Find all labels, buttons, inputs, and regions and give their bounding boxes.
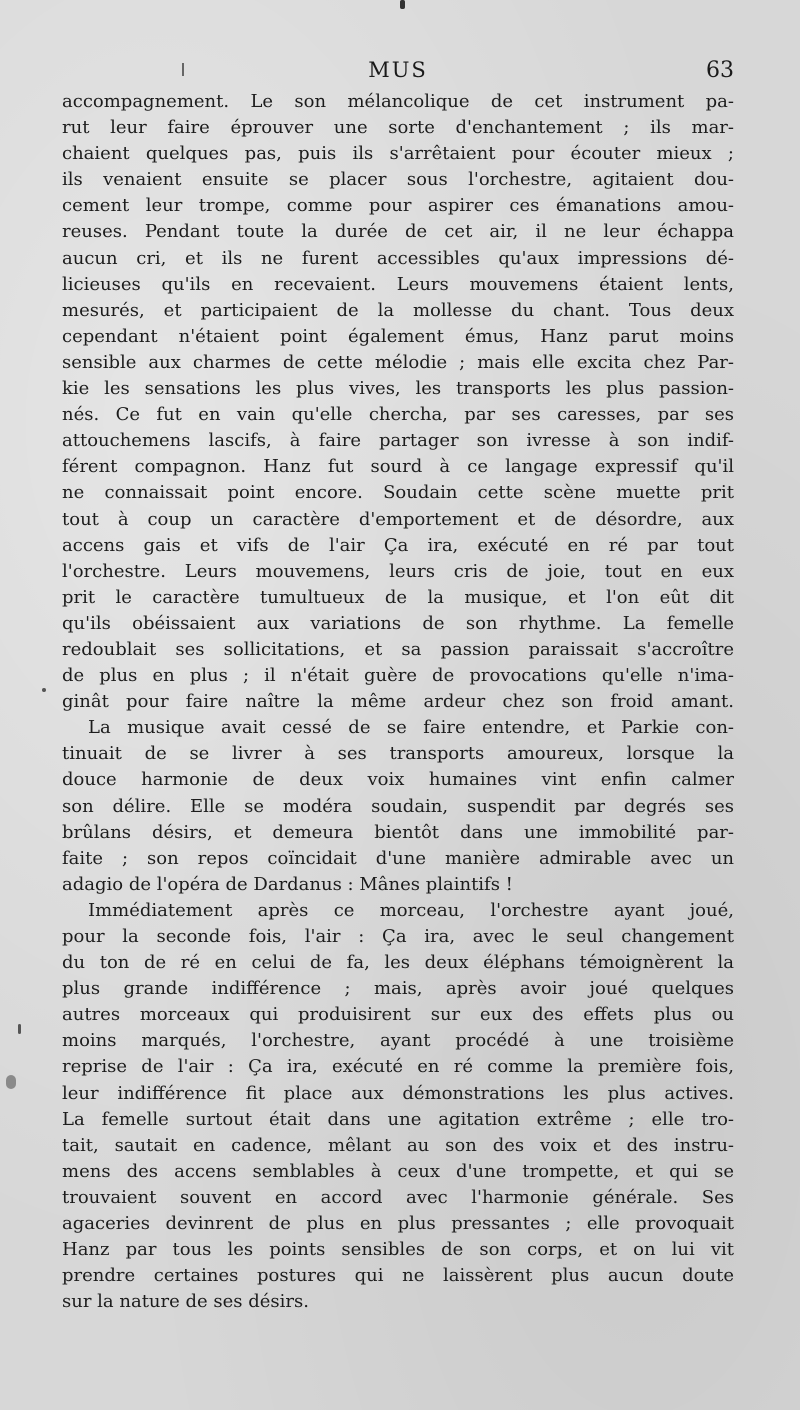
text-line: mens des accens semblables à ceux d'une trompette, et qui se [62, 1160, 734, 1182]
page-number: 63 [706, 58, 734, 83]
text-line: tait, sautait en cadence, mêlant au son des voix et des instru- [62, 1134, 734, 1156]
text-line: plus grande indifférence ; mais, après avoir joué quelques [62, 978, 734, 1000]
text-line: brûlans désirs, et demeura bientôt dans une immobilité par- [62, 821, 734, 843]
text-line: attouchemens lascifs, à faire partager son ivresse à son indif- [62, 430, 734, 452]
text-line: ils venaient ensuite se placer sous l'orchestre, agitaient dou- [62, 169, 734, 191]
text-line: de plus en plus ; il n'était guère de provocations qu'elle n'ima- [62, 665, 734, 687]
text-line: cement leur trompe, comme pour aspirer ces émanations amou- [62, 195, 734, 217]
text-line: accens gais et vifs de l'air Ça ira, exécuté en ré par tout [62, 534, 734, 556]
text-line: férent compagnon. Hanz fut sourd à ce langage expressif qu'il [62, 456, 734, 478]
text-line: ne connaissait point encore. Soudain cette scène muette prit [62, 482, 734, 504]
text-line: tinuait de se livrer à ses transports amoureux, lorsque la [62, 743, 734, 765]
text-line: son délire. Elle se modéra soudain, suspendit par degrés ses [62, 795, 734, 817]
text-line: sur la nature de ses désirs. [62, 1291, 309, 1313]
text-line: douce harmonie de deux voix humaines vint enfin calmer [62, 769, 734, 791]
text-line: du ton de ré en celui de fa, les deux éléphans témoignèrent la [62, 952, 734, 974]
body-text [62, 89, 734, 1315]
text-line: reprise de l'air : Ça ira, exécuté en ré comme la première fois, [62, 1056, 734, 1078]
text-line: kie les sensations les plus vives, les transports les plus passion- [62, 378, 734, 400]
text-line: nés. Ce fut en vain qu'elle chercha, par ses caresses, par ses [62, 404, 734, 426]
text-line: ginât pour faire naître la même ardeur chez son froid amant. [62, 691, 734, 713]
text-line: tout à coup un caractère d'emportement et de désordre, aux [62, 508, 734, 530]
margin-smudge [6, 1075, 16, 1089]
text-line: chaient quelques pas, puis ils s'arrêtaient pour écouter mieux ; [62, 143, 734, 165]
text-line: redoublait ses sollicitations, et sa passion paraissait s'accroître [62, 638, 734, 660]
text-line: La femelle surtout était dans une agitation extrême ; elle tro- [62, 1108, 734, 1130]
text-line: qu'ils obéissaient aux variations de son rhythme. La femelle [62, 612, 734, 634]
text-line: l'orchestre. Leurs mouvemens, leurs cris de joie, tout en eux [62, 560, 734, 582]
text-line: accompagnement. Le son mélancolique de cet instrument pa- [62, 91, 734, 112]
text-line: leur indifférence fit place aux démonstrations les plus actives. [62, 1082, 734, 1104]
margin-smudge [18, 1024, 21, 1034]
text-line: trouvaient souvent en accord avec l'harmonie générale. Ses [62, 1186, 734, 1208]
text-line: licieuses qu'ils en recevaient. Leurs mouvemens étaient lents, [62, 273, 734, 295]
running-head: MUS [368, 58, 428, 82]
text-line: moins marqués, l'orchestre, ayant procédé à une troisième [62, 1030, 734, 1052]
text-line: agaceries devinrent de plus en plus pressantes ; elle provoquait [62, 1213, 734, 1235]
text-line: adagio de l'opéra de Dardanus : Mânes plaintifs ! [62, 873, 513, 895]
text-line: prendre certaines postures qui ne laissèrent plus aucun doute [62, 1265, 734, 1287]
text-line: mesurés, et participaient de la mollesse du chant. Tous deux [62, 299, 734, 321]
text-line: Hanz par tous les points sensibles de son corps, et on lui vit [62, 1239, 734, 1261]
text-line: prit le caractère tumultueux de la musique, et l'on eût dit [62, 586, 734, 608]
ink-speck [400, 0, 405, 9]
text-line: La musique avait cessé de se faire entendre, et Parkie con- [88, 717, 734, 739]
text-line: rut leur faire éprouver une sorte d'enchantement ; ils mar- [62, 117, 734, 139]
page-header [62, 58, 734, 90]
text-line: pour la seconde fois, l'air : Ça ira, avec le seul changement [62, 926, 734, 947]
text-line: Immédiatement après ce morceau, l'orchestre ayant joué, [88, 899, 734, 921]
text-line: sensible aux charmes de cette mélodie ; mais elle excita chez Par- [62, 351, 734, 373]
text-line: autres morceaux qui produisirent sur eux des effets plus ou [62, 1004, 734, 1026]
text-line: reuses. Pendant toute la durée de cet air, il ne leur échappa [62, 221, 734, 243]
text-line: faite ; son repos coïncidait d'une manière admirable avec un [62, 847, 734, 869]
text-line: aucun cri, et ils ne furent accessibles qu'aux impressions dé- [62, 247, 734, 269]
text-line: cependant n'étaient point également émus, Hanz parut moins [62, 325, 734, 347]
margin-smudge [42, 688, 46, 692]
